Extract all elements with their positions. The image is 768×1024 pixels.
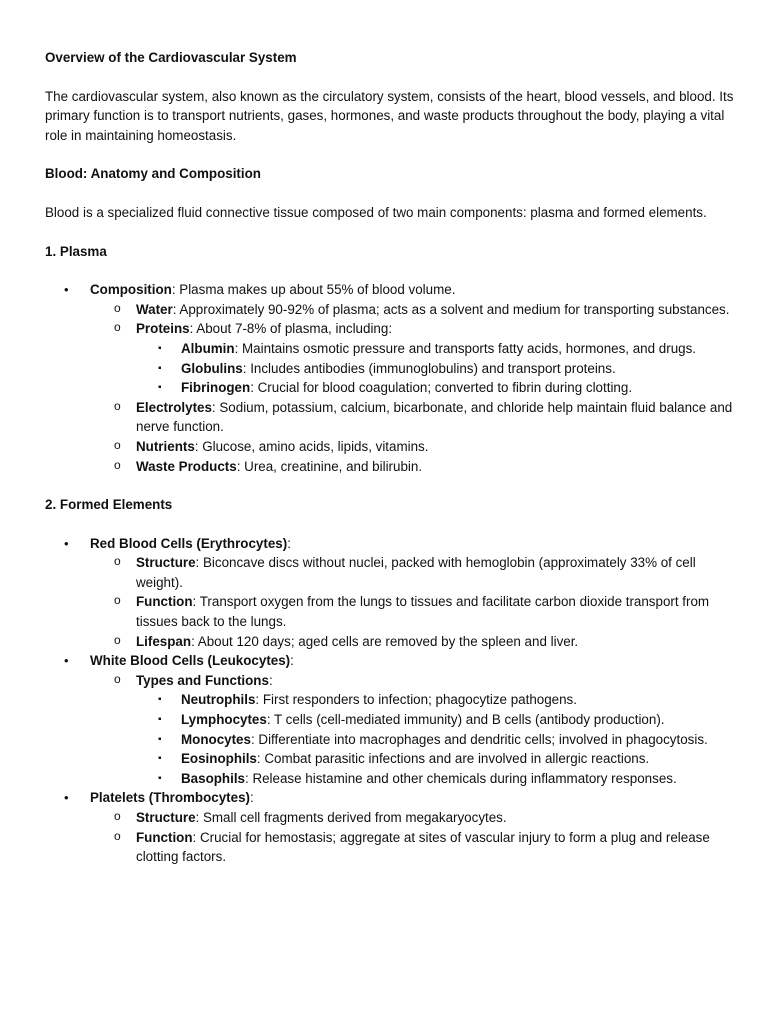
list-item: ▪ Eosinophils: Combat parasitic infections and are involved in allergic reactions. <box>136 749 735 769</box>
list-item: • Red Blood Cells (Erythrocytes): o Structure: Biconcave discs without nuclei, packed with hemoglobin (approximately 33% of cell weight). o Function: Transport oxygen from the lungs to tissues and facilitate carbon dioxide transport from tissues back to the lungs. o Lifespan: About 120 days; aged cells are removed by the spleen and liver. <box>45 534 735 652</box>
list-item: ▪ Monocytes: Differentiate into macrophages and dendritic cells; involved in phagocytosis. <box>136 730 735 750</box>
list-item: ▪ Albumin: Maintains osmotic pressure and transports fatty acids, hormones, and drugs. <box>136 339 735 359</box>
plasma-sublist <box>90 300 735 476</box>
list-item: • White Blood Cells (Leukocytes): o Types and Functions: ▪ Neutrophils: First responders to infection; phagocytize pathogens. ▪ Lymphocytes: T cells (cell-mediated immunity) and B cells (antibody production). ▪ Monocytes: Differentiate into macrophages and dendritic cells; involved in phagocytosis. ▪ Eosinophils: Combat parasitic infections and are involved in allergic reactions. ▪ Basophils: Release histamine and other chemicals during inflammatory responses. <box>45 651 735 788</box>
list-item: ▪ Lymphocytes: T cells (cell-mediated immunity) and B cells (antibody production). <box>136 710 735 730</box>
list-item: o Waste Products: Urea, creatinine, and bilirubin. <box>90 457 735 477</box>
list-item: ▪ Globulins: Includes antibodies (immunoglobulins) and transport proteins. <box>136 359 735 379</box>
plasma-list <box>45 280 735 476</box>
blood-intro-paragraph: Blood is a specialized fluid connective tissue composed of two main components: plasma and formed elements. <box>45 204 707 220</box>
list-item: o Function: Crucial for hemostasis; aggregate at sites of vascular injury to form a plug and release clotting factors. <box>90 828 735 867</box>
list-item: o Proteins: About 7-8% of plasma, including: ▪ Albumin: Maintains osmotic pressure and transports fatty acids, hormones, and drugs. ▪ Globulins: Includes antibodies (immunoglobulins) and transport proteins. ▪ Fibrinogen: Crucial for blood coagulation; converted to fibrin during clotting. <box>90 319 735 397</box>
document-page <box>45 48 735 867</box>
formed-elements-list <box>45 534 735 867</box>
blood-heading: Blood: Anatomy and Composition <box>45 166 261 182</box>
intro-paragraph: The cardiovascular system, also known as the circulatory system, consists of the heart, blood vessels, and blood. Its primary function is to transport nutrients, gases, hormones, and waste products throughout the body, playing a vital role in maintaining homeostasis. <box>45 88 734 143</box>
wbc-sublist <box>90 671 735 789</box>
list-item: o Nutrients: Glucose, amino acids, lipids, vitamins. <box>90 437 735 457</box>
list-item: • Composition: Plasma makes up about 55% of blood volume. o Water: Approximately 90-92% of plasma; acts as a solvent and medium for transporting substances. o Proteins: About 7-8% of plasma, including: ▪ Albumin: Maintains osmotic pressure and transports fatty acids, hormones, and drugs. ▪ Globulins: Includes antibodies (immunoglobulins) and transport proteins. ▪ Fibrinogen: Crucial for blood coagulation; converted to fibrin during clotting. o Electrolytes: Sodium, potassium, calcium, bicarbonate, and chloride help maintain fluid balance and nerve function. o Nutrients: Glucose, amino acids, lipids, vitamins. o Waste Products: Urea, creatinine, and bilirubin. <box>45 280 735 476</box>
rbc-sublist <box>90 553 735 651</box>
list-item: o Types and Functions: ▪ Neutrophils: First responders to infection; phagocytize pathogens. ▪ Lymphocytes: T cells (cell-mediated immunity) and B cells (antibody production). ▪ Monocytes: Differentiate into macrophages and dendritic cells; involved in phagocytosis. ▪ Eosinophils: Combat parasitic infections and are involved in allergic reactions. ▪ Basophils: Release histamine and other chemicals during inflammatory responses. <box>90 671 735 789</box>
list-item: ▪ Fibrinogen: Crucial for blood coagulation; converted to fibrin during clotting. <box>136 378 735 398</box>
platelets-sublist <box>90 808 735 867</box>
list-item: o Function: Transport oxygen from the lungs to tissues and facilitate carbon dioxide transport from tissues back to the lungs. <box>90 592 735 631</box>
list-item: o Water: Approximately 90-92% of plasma; acts as a solvent and medium for transporting substances. <box>90 300 735 320</box>
document-title: Overview of the Cardiovascular System <box>45 50 297 65</box>
plasma-heading: 1. Plasma <box>45 243 107 259</box>
list-item: ▪ Neutrophils: First responders to infection; phagocytize pathogens. <box>136 690 735 710</box>
list-item: ▪ Basophils: Release histamine and other chemicals during inflammatory responses. <box>136 769 735 789</box>
list-item: • Platelets (Thrombocytes): o Structure: Small cell fragments derived from megakaryocytes. o Function: Crucial for hemostasis; aggregate at sites of vascular injury to form a plug and release clotting factors. <box>45 788 735 866</box>
list-item: o Structure: Biconcave discs without nuclei, packed with hemoglobin (approximately 33% of cell weight). <box>90 553 735 592</box>
list-item: o Structure: Small cell fragments derived from megakaryocytes. <box>90 808 735 828</box>
proteins-sublist <box>136 339 735 398</box>
formed-elements-heading: 2. Formed Elements <box>45 497 173 513</box>
wbc-types-sublist <box>136 690 735 788</box>
list-item: o Lifespan: About 120 days; aged cells are removed by the spleen and liver. <box>90 632 735 652</box>
list-item: o Electrolytes: Sodium, potassium, calcium, bicarbonate, and chloride help maintain fluid balance and nerve function. <box>90 398 735 437</box>
